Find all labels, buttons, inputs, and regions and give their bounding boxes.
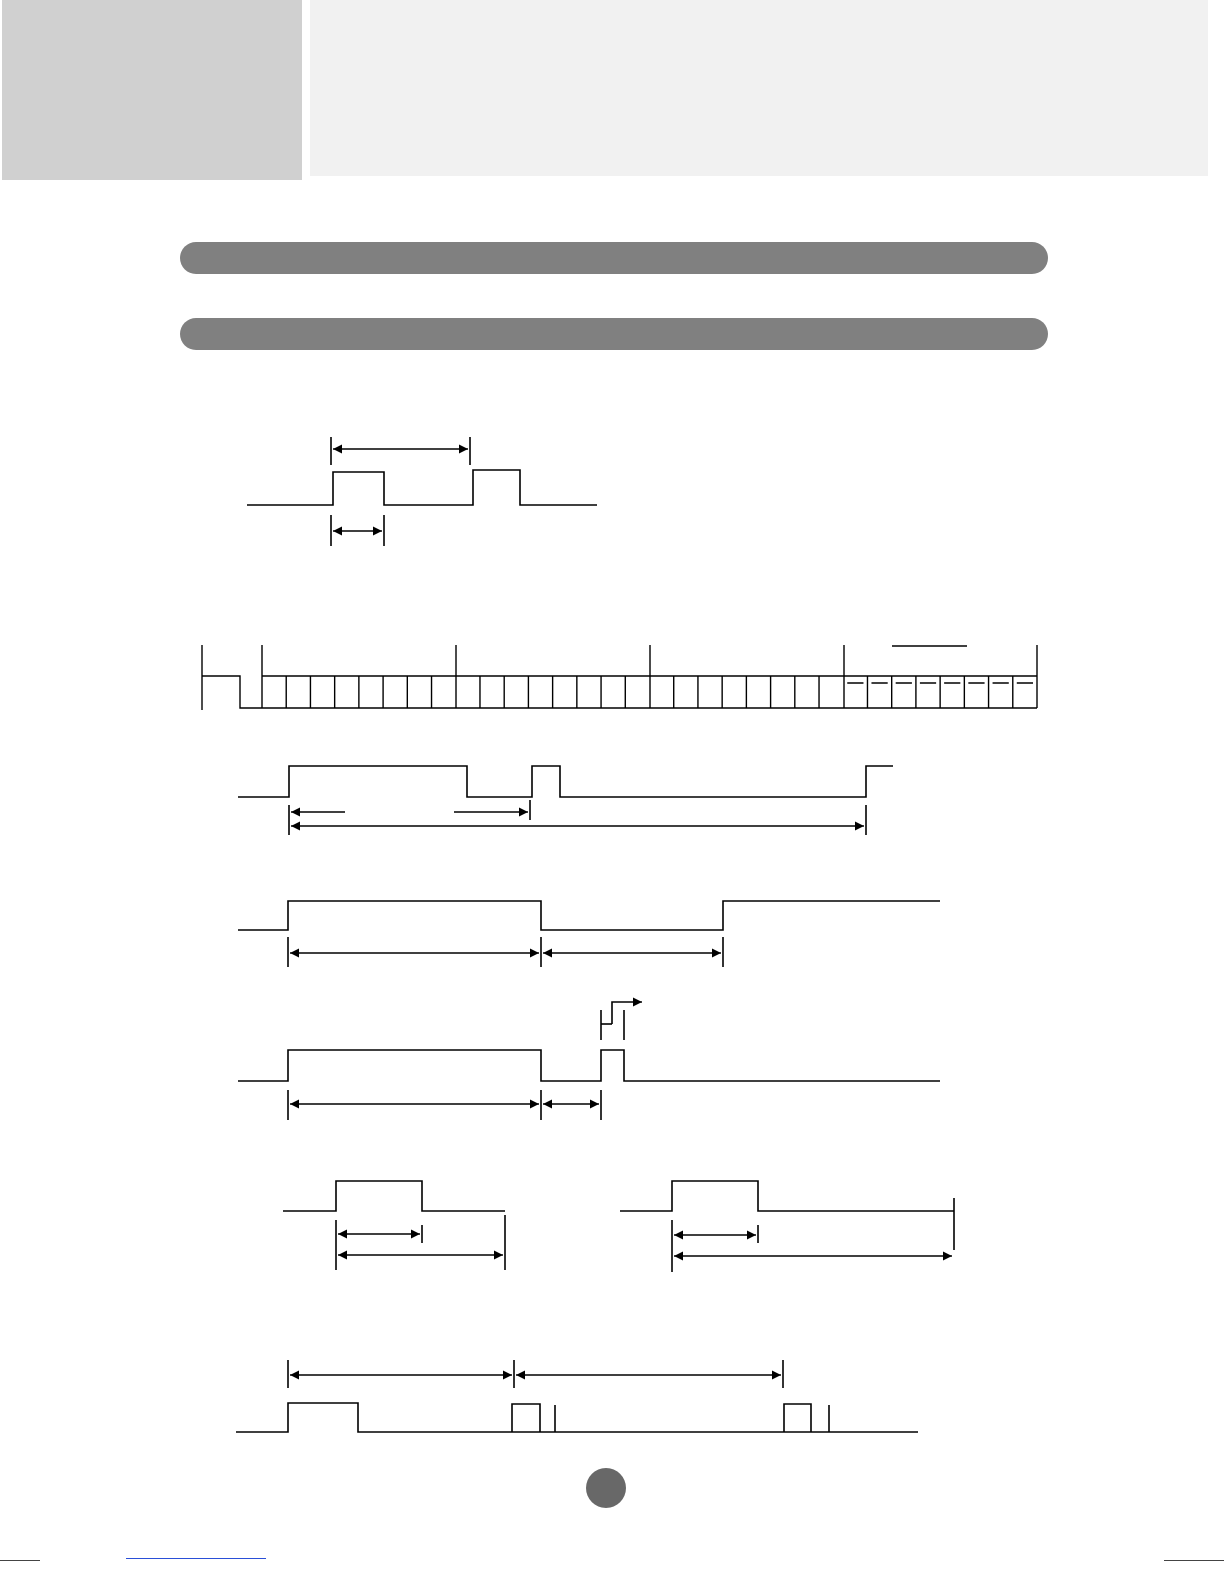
bit-one-waveform [620, 1181, 954, 1272]
leader-code-waveform [238, 766, 893, 835]
footer-rule-right [1164, 1560, 1224, 1561]
carrier-pulse-waveform [247, 437, 597, 546]
page-number-marker [586, 1468, 626, 1508]
code-frame-bit-grid [202, 645, 1037, 710]
leader-high-low-waveform [238, 901, 940, 967]
footer-link-underline[interactable] [126, 1558, 266, 1559]
bit-zero-waveform [283, 1181, 505, 1270]
footer-rule-left [0, 1560, 40, 1561]
repeat-interval-waveform [236, 1360, 918, 1432]
leader-stop-bit-waveform [238, 1002, 940, 1120]
